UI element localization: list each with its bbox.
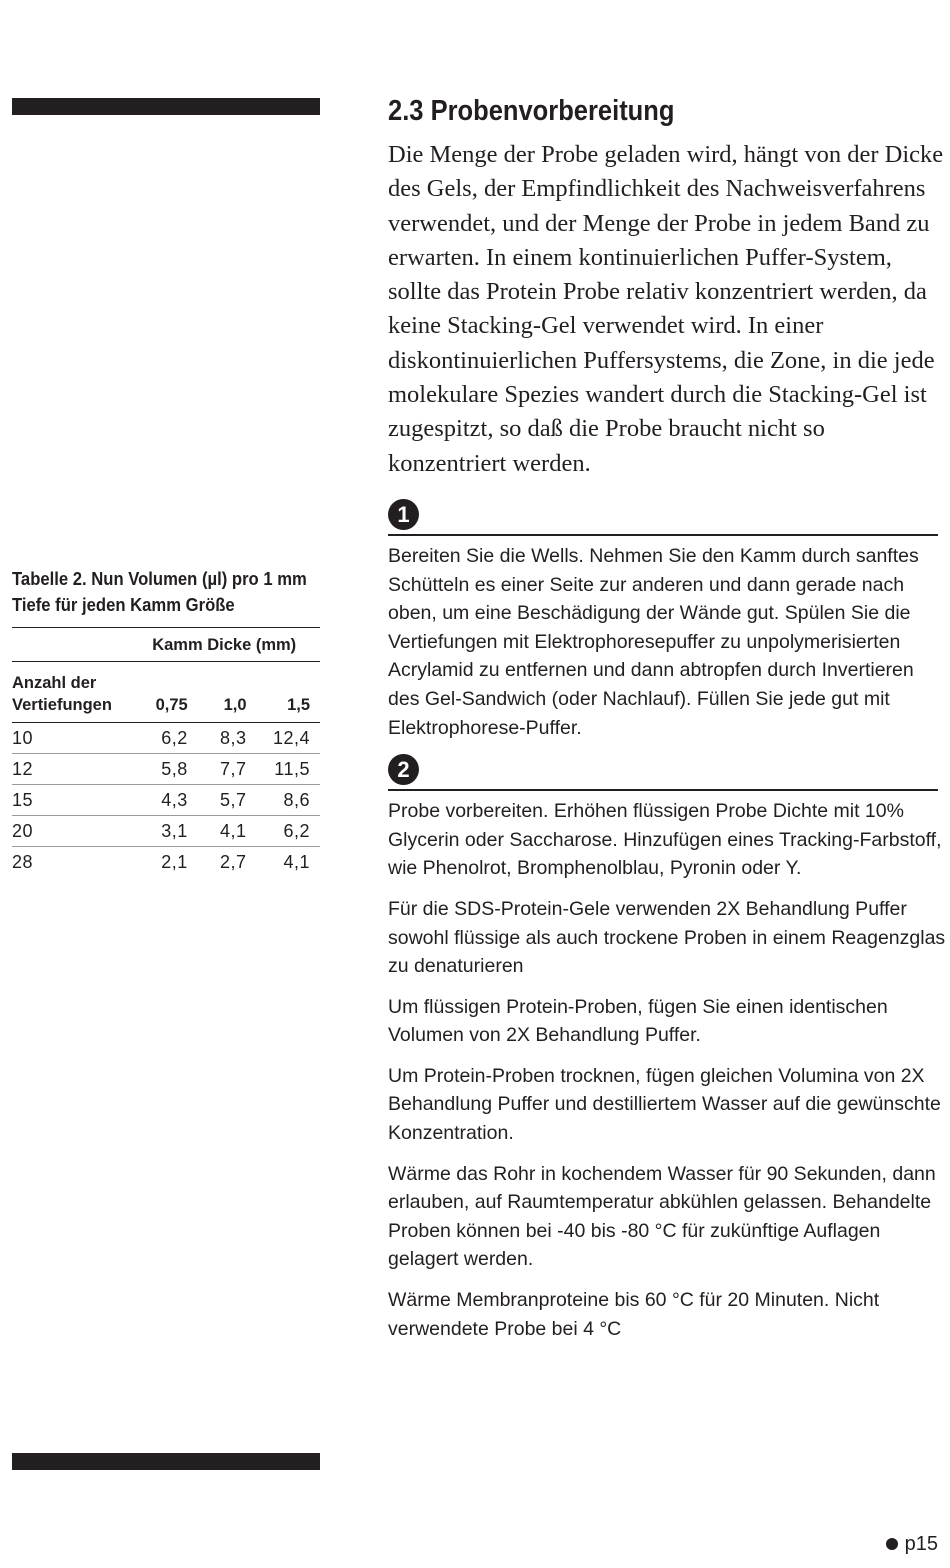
volume-table	[12, 627, 320, 877]
step-divider	[388, 789, 938, 791]
table-section	[12, 566, 320, 877]
step-paragraph: Probe vorbereiten. Erhöhen flüssigen Probe Dichte mit 10% Glycerin oder Saccharose. Hinzufügen eines Tracking-Farbstoff, wie Phenolrot, Bromphenolblau, Pyronin oder Y.	[388, 800, 942, 880]
table-cell: 28	[12, 851, 34, 872]
step-divider	[388, 534, 938, 536]
step-paragraph: Für die SDS-Protein-Gele verwenden 2X Behandlung Puffer sowohl flüssige als auch trockene Proben in einem Reagenzglas zu denaturieren	[388, 897, 946, 978]
page-number: p15	[904, 1533, 938, 1555]
column-header: 1,0	[188, 662, 247, 723]
table-cell: 7,7	[188, 754, 247, 785]
table-cell: 2,1	[161, 851, 188, 872]
table-cell: 20	[12, 816, 128, 847]
intro-paragraph: Die Menge der Probe geladen wird, hängt von der Dicke des Gels, der Empfindlichkeit des Nachweisverfahrens verwendet, und der Menge der Probe in jedem Band zu erwarten. In einem kontinuierlichen Puffer-System, sollte das Protein Probe relativ konzentriert werden, da keine Stacking-Gel verwendet wird. In einer diskontinuierlichen Puffersystems, die Zone, in die jede molekulare Spezies wandert durch die Stacking-Gel ist zugespitzt, so daß die Probe braucht nicht so konzentriert werden.	[388, 141, 944, 477]
table-cell: 6,2	[247, 816, 320, 847]
table-cell: 2,7	[220, 851, 247, 872]
table-row	[12, 847, 320, 878]
step-paragraph: Bereiten Sie die Wells. Nehmen Sie den Kamm durch sanftes Schütteln es einer Seite zur anderen und dann gerade nach oben, um eine Beschädigung der Wände gut. Spülen Sie die Vertiefungen mit Elektrophoresepuffer zu unpolymerisierten Acrylamid zu entfernen und dann abtropfen durch Invertieren des Gel-Sandwich (oder Nachlauf). Füllen Sie jede gut mit Elektrophorese-Puffer.	[388, 544, 919, 739]
table-cell: 4,1	[283, 851, 310, 872]
table-cell: 5,7	[188, 785, 247, 816]
table-row	[12, 785, 320, 816]
step-1	[388, 499, 938, 742]
decorative-bar-top	[12, 98, 320, 115]
table-caption: Tabelle 2. Nun Volumen (µl) pro 1 mm Tiefe für jeden Kamm Größe	[12, 568, 307, 615]
table-row	[12, 754, 320, 785]
bullet-dot-icon	[886, 1538, 898, 1550]
table-cell: 11,5	[247, 754, 320, 785]
table-row	[12, 723, 320, 754]
row-header: Anzahl der Vertiefungen	[12, 662, 128, 723]
main-content	[388, 92, 946, 1343]
step-paragraph: Wärme das Rohr in kochendem Wasser für 90 Sekunden, dann erlauben, auf Raumtemperatur abkühlen gelassen. Behandelte Proben können bei -40 bis -80 °C für zukünftige Auflagen gelagert werden.	[388, 1162, 936, 1271]
table-cell: 4,3	[128, 785, 187, 816]
table-cell: 10	[12, 723, 128, 754]
decorative-bar-bottom	[12, 1453, 320, 1470]
step-number-badge: 1	[388, 499, 419, 530]
section-title: 2.3 Probenvorbereitung	[388, 95, 675, 127]
step-2	[388, 754, 946, 1343]
table-cell: 12,4	[247, 723, 320, 754]
column-header: 0,75	[128, 662, 187, 723]
table-cell: 5,8	[128, 754, 187, 785]
table-row	[12, 816, 320, 847]
group-header: Kamm Dicke (mm)	[128, 628, 320, 662]
step-paragraph: Um Protein-Proben trocknen, fügen gleichen Volumina von 2X Behandlung Puffer und destilliertem Wasser auf die gewünschte Konzentration.	[388, 1064, 941, 1145]
table-cell: 8,3	[188, 723, 247, 754]
step-number-badge: 2	[388, 754, 419, 785]
step-paragraph: Wärme Membranproteine bis 60 °C für 20 Minuten. Nicht verwendete Probe bei 4 °C	[388, 1289, 880, 1340]
table-cell: 15	[12, 785, 128, 816]
page-footer	[886, 1529, 938, 1559]
table-cell: 8,6	[247, 785, 320, 816]
step-paragraph: Um flüssigen Protein-Proben, fügen Sie einen identischen Volumen von 2X Behandlung Puffer.	[388, 995, 888, 1047]
table-cell: 6,2	[128, 723, 187, 754]
column-header: 1,5	[247, 662, 320, 723]
table-cell: 12	[12, 754, 128, 785]
table-cell: 4,1	[188, 816, 247, 847]
table-cell: 3,1	[128, 816, 187, 847]
